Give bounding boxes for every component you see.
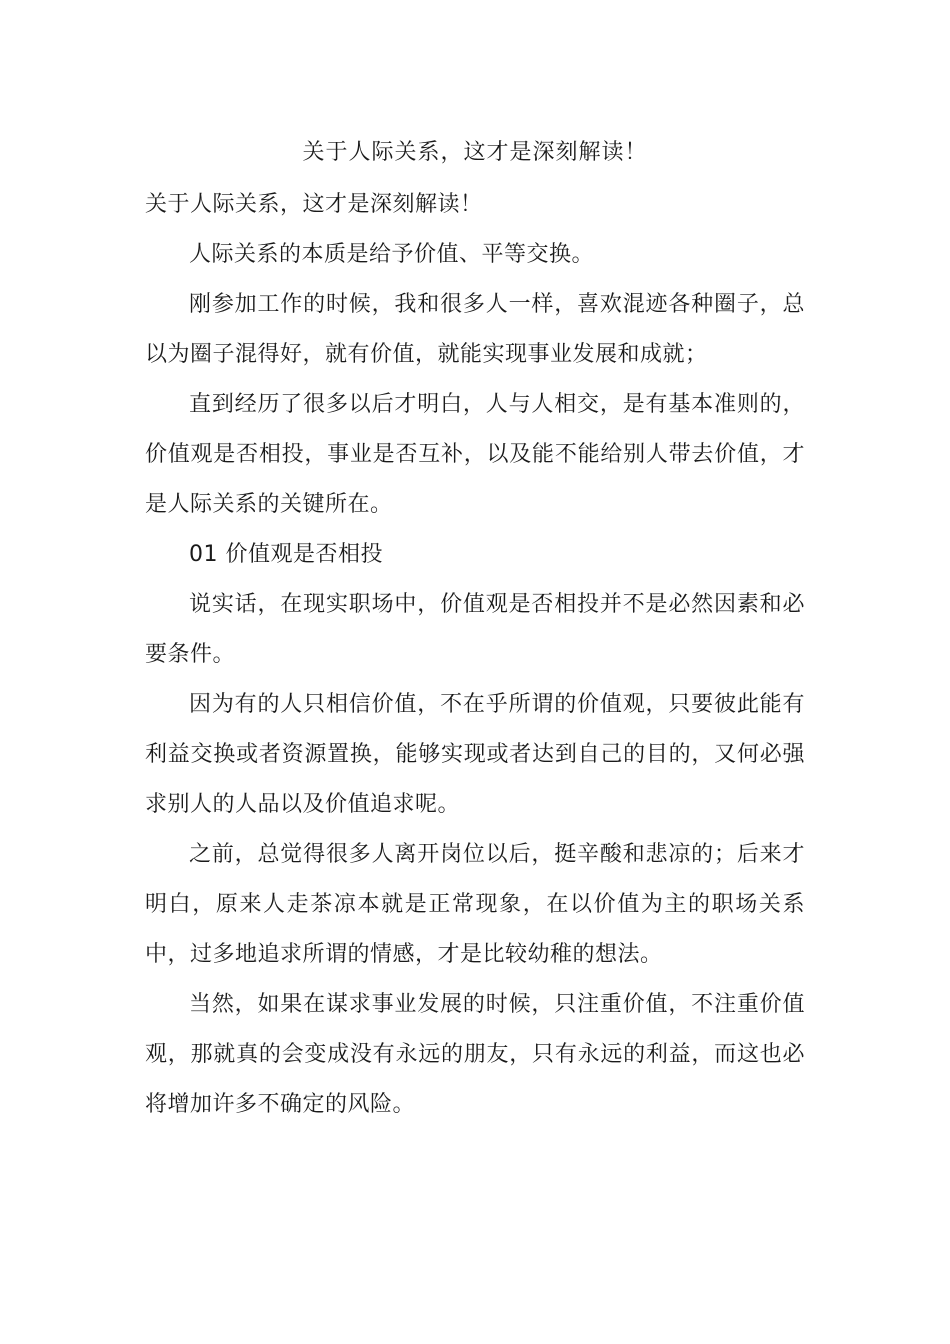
section-paragraph-4: 当然，如果在谋求事业发展的时候，只注重价值，不注重价值观，那就真的会变成没有永远的朋友，只有永远的利益，而这也必将增加许多不确定的风险。 [145, 992, 805, 1117]
document-body [145, 180, 805, 1130]
section-paragraph-2: 因为有的人只相信价值，不在乎所谓的价值观，只要彼此能有利益交换或者资源置换，能够实现或者达到自己的目的，又何必强求别人的人品以及价值追求呢。 [145, 692, 805, 817]
paragraph-2: 刚参加工作的时候，我和很多人一样，喜欢混迹各种圈子，总以为圈子混得好，就有价值，就能实现事业发展和成就； [145, 292, 805, 367]
section-paragraph-1: 说实话，在现实职场中，价值观是否相投并不是必然因素和必要条件。 [145, 592, 805, 667]
section-number: 01 [189, 542, 218, 567]
section-heading-text: 价值观是否相投 [225, 542, 384, 567]
document-subtitle: 关于人际关系，这才是深刻解读！ [145, 192, 483, 217]
document-title: 关于人际关系，这才是深刻解读！ [302, 140, 648, 165]
paragraph-1: 人际关系的本质是给予价值、平等交换。 [189, 242, 595, 267]
section-paragraph-3: 之前，总觉得很多人离开岗位以后，挺辛酸和悲凉的；后来才明白，原来人走茶凉本就是正常现象，在以价值为主的职场关系中，过多地追求所谓的情感，才是比较幼稚的想法。 [145, 842, 805, 967]
paragraph-3: 直到经历了很多以后才明白，人与人相交，是有基本准则的，价值观是否相投，事业是否互补，以及能不能给别人带去价值，才是人际关系的关键所在。 [145, 392, 805, 517]
section-heading [145, 530, 805, 580]
